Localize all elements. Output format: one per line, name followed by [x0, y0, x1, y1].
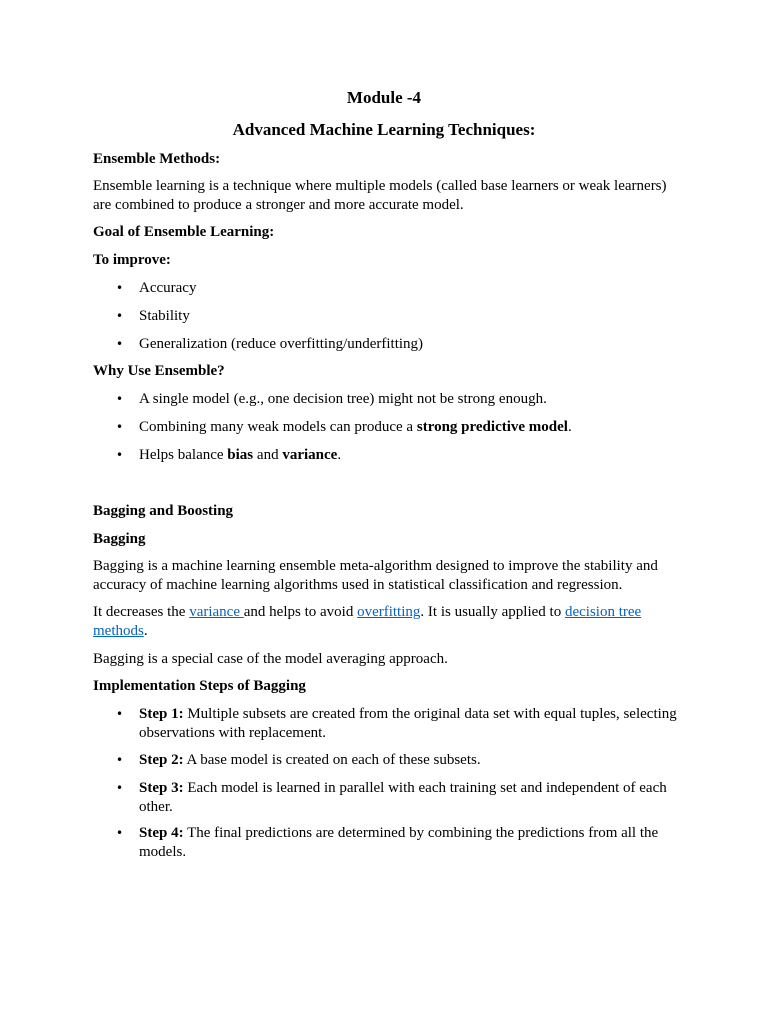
step-2-text: A base model is created on each of these subsets.	[183, 752, 481, 768]
why-item-2-text: Combining many weak models can produce a	[139, 419, 417, 435]
bagging-heading: Bagging	[93, 531, 146, 547]
list-item-combining-models	[139, 418, 679, 437]
why-item-3-text: Helps balance	[139, 447, 228, 463]
ensemble-description: Ensemble learning is a technique where multiple models (called base learners or weak learners) are combined to produce a stronger and more accurate model.	[93, 178, 667, 213]
step-3-text: Each model is learned in parallel with each training set and independent of each other.	[139, 780, 667, 815]
bagging-decreases-paragraph	[93, 603, 673, 641]
decision-tree-link[interactable]: decision tree methods	[93, 604, 642, 639]
overfitting-link[interactable]: overfitting	[357, 604, 421, 620]
improve-heading: To improve:	[93, 252, 171, 268]
variance-link[interactable]: variance	[189, 604, 244, 620]
why-heading: Why Use Ensemble?	[93, 363, 225, 379]
list-item-stability: • Stability	[139, 307, 679, 326]
bagging-boosting-heading: Bagging and Boosting	[93, 503, 234, 519]
ensemble-heading: Ensemble Methods:	[93, 151, 221, 167]
step-4-label: Step 4:	[139, 825, 184, 841]
why-item-3-bias: bias	[227, 447, 254, 463]
decreases-text-4: .	[143, 623, 148, 639]
step-4-item	[139, 824, 679, 862]
why-item-2-bold: strong predictive model	[416, 419, 568, 435]
list-item-balance	[139, 446, 679, 465]
list-item-generalization: • Generalization (reduce overfitting/underfitting)	[139, 335, 679, 354]
why-item-3-end: .	[337, 447, 342, 463]
module-title: Module -4	[346, 88, 422, 107]
step-3-label: Step 3:	[139, 780, 184, 796]
why-item-2-end: .	[567, 419, 572, 435]
why-item-3-variance: variance	[282, 447, 338, 463]
decreases-text-3: . It is usually applied to	[420, 604, 565, 620]
bagging-special-case: Bagging is a special case of the model averaging approach.	[93, 651, 448, 667]
step-2-label: Step 2:	[139, 752, 184, 768]
goal-heading: Goal of Ensemble Learning:	[93, 224, 275, 240]
step-4-text: The final predictions are determined by combining the predictions from all the models.	[139, 825, 659, 860]
step-2-item	[139, 751, 679, 770]
implementation-heading: Implementation Steps of Bagging	[93, 678, 306, 694]
decreases-text-2: and helps to avoid	[243, 604, 358, 620]
step-1-label: Step 1:	[139, 706, 184, 722]
list-item-accuracy: • Accuracy	[139, 279, 679, 298]
step-1-item	[139, 705, 679, 743]
why-item-3-and: and	[253, 447, 283, 463]
bagging-description: Bagging is a machine learning ensemble meta-algorithm designed to improve the stability and accuracy of machine learning algorithms used in statistical classification and regression.	[93, 558, 658, 593]
list-item-single-model: • A single model (e.g., one decision tree) might not be strong enough.	[139, 390, 679, 409]
decreases-text: It decreases the	[93, 604, 190, 620]
step-3-item	[139, 779, 679, 817]
step-1-text: Multiple subsets are created from the original data set with equal tuples, selecting observations with replacement.	[139, 706, 677, 741]
main-title: Advanced Machine Learning Techniques:	[232, 120, 536, 139]
